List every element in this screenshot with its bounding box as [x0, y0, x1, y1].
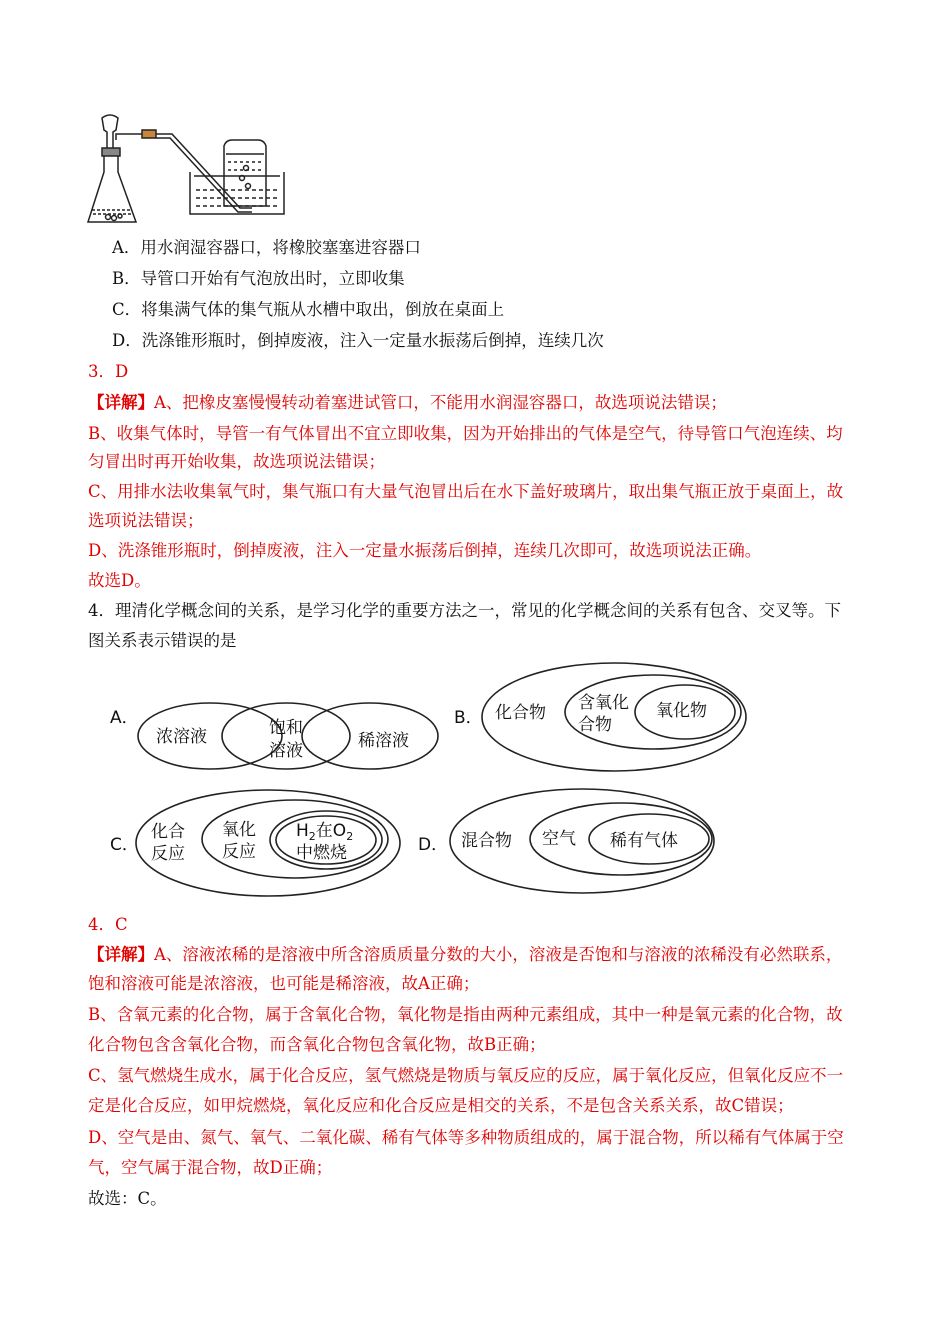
diagram-a-right-text: 稀溶液	[358, 731, 409, 751]
q3-explanation-line6: D、洗涤锥形瓶时，倒掉废液，注入一定量水振荡后倒掉，连续几次即可，故选项说法正确。	[88, 541, 762, 560]
diagram-b-outer-text: 化合物	[495, 703, 546, 723]
diagram-d-inner-text: 稀有气体	[610, 831, 678, 851]
diagram-b-inner-text: 氧化物	[656, 701, 707, 721]
concept-diagrams	[0, 660, 950, 905]
q3-option-c: C．将集满气体的集气瓶从水槽中取出，倒放在桌面上	[112, 300, 505, 319]
diagram-d-label: D．	[418, 835, 449, 855]
diagram-a-mid-text1: 饱和	[269, 718, 303, 738]
q4-explanation-line6: 定是化合反应，如甲烷燃烧，氧化反应和化合反应是相交的关系，不是包含关系关系，故C错误；	[88, 1096, 794, 1115]
diagram-c-outer-text2: 反应	[151, 844, 185, 864]
q4-explanation-line1	[88, 943, 842, 967]
gas-collection-apparatus-figure	[80, 110, 300, 230]
diagram-d-mid-text: 空气	[542, 829, 576, 849]
diagram-c-outer-text1: 化合	[151, 822, 185, 842]
q3-option-d: D．洗涤锥形瓶时，倒掉废液，注入一定量水振荡后倒掉，连续几次	[112, 331, 604, 350]
q4-explanation-line5: C、氢气燃烧生成水，属于化合反应，氢气燃烧是物质与氧反应的反应，属于氧化反应，但氧化反应不一	[88, 1066, 844, 1085]
q4-explanation-line4: 化合物包含含氧化合物，而含氧化合物包含氧化物，故B正确；	[88, 1035, 546, 1054]
diagram-c-inner-text1: $H_2$在$O_2$	[296, 821, 354, 843]
q4-explanation-line8: 气，空气属于混合物，故D正确；	[88, 1158, 333, 1177]
diagram-c-mid-text2: 反应	[222, 842, 256, 862]
q3-explanation-line1	[88, 391, 727, 415]
q3-option-b: B．导管口开始有气泡放出时，立即收集	[112, 269, 405, 288]
diagram-c-outer-ellipse	[136, 790, 400, 896]
diagram-b-label: B．	[454, 708, 483, 728]
q4-explanation-line3: B、含氧元素的化合物，属于含氧化合物，氧化物是指由两种元素组成，其中一种是氧元素的化合物，故	[88, 1005, 843, 1024]
q3-explanation-text: A、把橡皮塞慢慢转动着塞进试管口，不能用水润湿容器口，故选项说法错误；	[154, 393, 727, 412]
diagram-c-inner-text2: 中燃烧	[296, 843, 347, 863]
q3-explanation-line5: 选项说法错误；	[88, 511, 204, 530]
q4-stem-line1: 4．理清化学概念间的关系，是学习化学的重要方法之一，常见的化学概念间的关系有包含、交叉等。下	[88, 601, 841, 620]
diagram-c-mid-text1: 氧化	[222, 820, 256, 840]
q3-option-a: A．用水润湿容器口，将橡胶塞塞进容器口	[112, 238, 421, 257]
q4-answer-number: 4．C	[88, 915, 128, 934]
diagram-a-left-text: 浓溶液	[156, 727, 207, 747]
q3-explanation-line3: 匀冒出时再开始收集，故选项说法错误；	[88, 452, 385, 471]
diagram-c-label: C．	[110, 835, 139, 855]
q4-explanation-line7: D、空气是由、氮气、氧气、二氧化碳、稀有气体等多种物质组成的，属于混合物，所以稀有气体属于空	[88, 1128, 844, 1147]
q4-explanation-text: A、溶液浓稀的是溶液中所含溶质质量分数的大小，溶液是否饱和与溶液的浓稀没有必然联系，	[154, 945, 843, 964]
q3-explanation-line2: B、收集气体时，导管一有气体冒出不宜立即收集，因为开始排出的气体是空气，待导管口气泡连续、均	[88, 424, 843, 443]
diagram-b-mid-text2: 合物	[578, 715, 612, 735]
diagram-a-mid-text2: 溶液	[269, 741, 303, 761]
diagram-d-outer-text: 混合物	[461, 831, 512, 851]
q4-stem-line2: 图关系表示错误的是	[88, 631, 237, 650]
diagram-b-mid-text1: 含氧化	[578, 693, 629, 713]
q3-explanation-line4: C、用排水法收集氧气时，集气瓶口有大量气泡冒出后在水下盖好玻璃片，取出集气瓶正放于桌面上，故	[88, 482, 844, 501]
diagram-a-label: A．	[110, 708, 139, 728]
q3-detail-tag: 【详解】	[88, 393, 154, 412]
q4-conclusion: 故选：C。	[88, 1189, 167, 1208]
q4-detail-tag: 【详解】	[88, 945, 154, 964]
q3-answer-number: 3．D	[88, 362, 129, 381]
q4-explanation-line2: 饱和溶液可能是浓溶液，也可能是稀溶液，故A正确；	[88, 974, 480, 993]
q3-conclusion: 故选D。	[88, 571, 151, 590]
